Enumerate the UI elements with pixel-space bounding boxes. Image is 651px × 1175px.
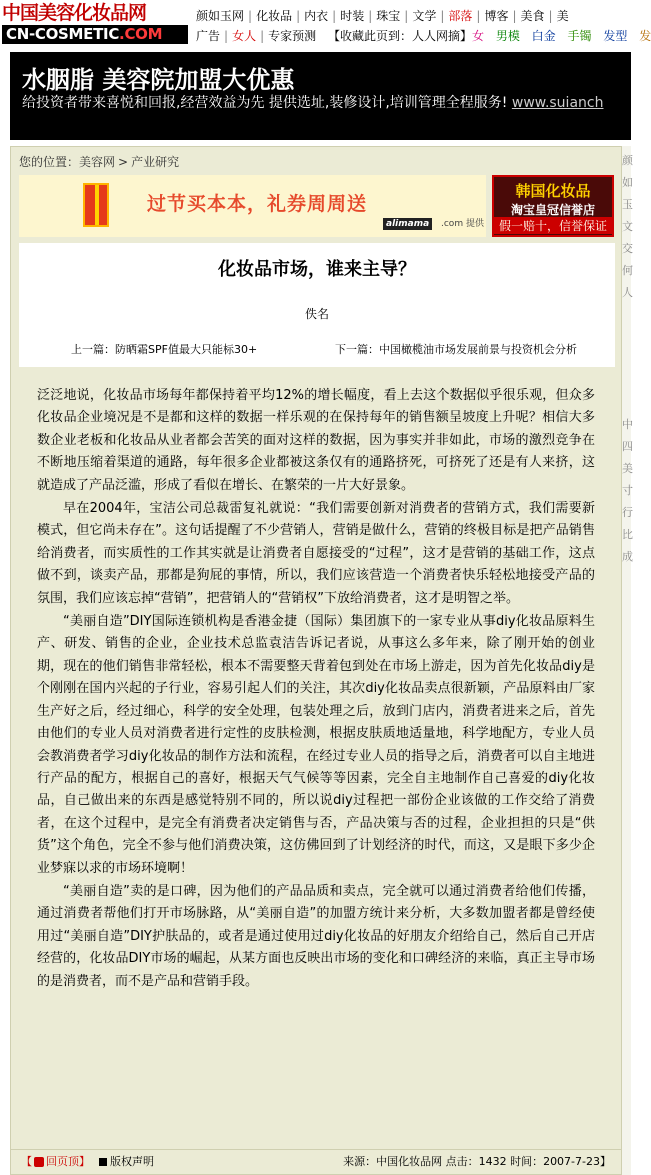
nav-link[interactable]: 专家预测 — [268, 29, 317, 43]
article-paragraph: “美丽自造”卖的是口碑，因为他们的产品品质和卖点，完全就可以通过消费者给他们传播，通过消费者帮他们打开市场脉路，从“美丽自造”的加盟方统计来分析，大多数加盟者都是曾经使用过“美丽自造”DIY护肤品的，或者是通过使用过diy化妆品的好朋友介绍给自己，然后自己开店经营的，化妆品DIY市场的崛起，从某方面也反映出市场的变化和口碑经济的来临，真正主导市场的是消费者，而不是产品和营销手段。 — [37, 883, 595, 989]
gift-icon — [83, 183, 109, 227]
article-meta: 来源：中国化妆品网 点击：1432 时间：2007-7-23】 — [343, 1155, 611, 1168]
nav-link-blue[interactable]: 发型 — [603, 29, 628, 43]
article-frame — [10, 146, 622, 1175]
nav-link-hot[interactable]: 部落 — [448, 9, 473, 23]
right-sidebar-char: 人 — [622, 286, 633, 299]
right-sidebar-char: 美 — [622, 462, 633, 475]
breadcrumb-home[interactable]: 美容网 — [79, 155, 116, 169]
breadcrumb — [19, 153, 179, 170]
banner-title: 水胭脂 美容院加盟大优惠 — [22, 65, 295, 94]
arrow-up-icon — [34, 1157, 44, 1167]
right-sidebar-char: 何 — [622, 264, 633, 277]
nav-link[interactable]: 发 — [639, 29, 651, 43]
nav-link-blue[interactable]: 白金 — [531, 29, 556, 43]
copyright-link[interactable] — [99, 1150, 154, 1174]
article-paragraph: 早在2004年，宝洁公司总裁雷复礼就说：“我们需要创新对消费者的营销方式，我们需要新模式，但它尚未存在”。这句话提醒了不少营销人，营销是做什么，营销的终极目标是把产品销售给消费者，而实质性的工作其实就是让消费者自愿接受的“过程”，这才是营销的基础工作，这点做不到，谈卖产品，那都是狗屁的事情，所以，我们应该营造一个消费者快乐轻松地接受产品的氛围，我们应该忘掉“营销”，把营销人的“营销权”下放给消费者，这才是明智之举。 — [37, 501, 595, 606]
right-sidebar-char: 比 — [622, 528, 633, 541]
right-sidebar-char: 四 — [622, 440, 633, 453]
nav-link-pink[interactable]: 女 — [471, 29, 484, 43]
copyright-label[interactable]: 版权声明 — [110, 1155, 154, 1168]
article-title: 化妆品市场，谁来主导？ — [218, 259, 416, 280]
right-sidebar-clipped — [622, 146, 631, 1175]
nav-link[interactable]: 美食 — [520, 9, 545, 23]
advert-right-line3: 假一赔十，信誉保证 — [494, 217, 612, 234]
nav-link[interactable]: 博客 — [484, 9, 509, 23]
banner-subtitle-text: 给投资者带来喜悦和回报,经营效益为先 提供选址,装修设计,培训管理全程服务! — [22, 95, 512, 111]
right-sidebar-char: 交 — [622, 242, 633, 255]
right-sidebar-char: 成 — [622, 550, 633, 563]
nav-link[interactable]: 颜如玉网 — [196, 9, 245, 23]
nav-link[interactable]: 美 — [556, 9, 569, 23]
right-sidebar-char: 中 — [622, 418, 633, 431]
advert-text: 过节买本本，礼券周周送 — [147, 193, 368, 215]
breadcrumb-label: 您的位置： — [19, 155, 80, 169]
nav-link-hot[interactable]: 女人 — [232, 29, 257, 43]
next-article-link[interactable]: 下一篇：中国橄榄油市场发展前景与投资机会分析 — [335, 343, 577, 356]
advert-brand-logo: alimama — [383, 218, 432, 230]
article-footer — [11, 1149, 621, 1173]
advert-banner-right[interactable] — [492, 175, 614, 237]
nav-link[interactable]: 广告 — [196, 29, 221, 43]
advert-banner-left[interactable] — [19, 175, 486, 237]
article-body — [37, 385, 595, 994]
advert-brand-suffix: .com 提供 — [441, 219, 484, 229]
banner-subtitle — [22, 92, 631, 112]
logo-tld: .COM — [119, 25, 163, 43]
article-paragraph: 泛泛地说，化妆品市场每年都保持着平均12%的增长幅度，看上去这个数据似乎很乐观，但众多化妆品企业境况是不是都和这样的数据一样乐观的在保持每年的销售额呈坡度上升呢？相信大多数企业老板和化妆品从业者都会苦笑的面对这样的数据，因为事实并非如此，市场的激烈竞争在不断地压缩着渠道的通路，每年很多企业都被这条仅有的通路挤死，可挤死了还是有人来挤，这就造成了产品泛滥，形成了看似在增长、在繁荣的一片大好景象。 — [37, 388, 595, 493]
article-header — [19, 243, 615, 367]
site-logo[interactable] — [2, 2, 192, 46]
right-sidebar-char: 文 — [622, 220, 633, 233]
site-header — [0, 0, 651, 48]
bookmark-link[interactable]: 【收藏此页到：人人网摘】 — [327, 29, 472, 43]
right-sidebar-char: 玉 — [622, 198, 633, 211]
right-sidebar-char: 寸 — [622, 484, 633, 497]
back-to-top-label[interactable]: 回页顶 — [46, 1155, 79, 1168]
advert-right-line2: 淘宝皇冠信誉店 — [510, 203, 595, 217]
previous-article-link[interactable]: 上一篇：防晒霜SPF值最大只能标30+ — [71, 343, 258, 356]
top-navigation — [196, 6, 651, 46]
logo-english-text — [2, 25, 188, 44]
article-paragraph: “美丽自造”DIY国际连锁机构是香港金捷（国际）集团旗下的一家专业从事diy化妆品原料生产、研发、销售的企业，企业技术总监袁洁告诉记者说，从事这么多年来，除了刚开始的创业期，现在的他们销售非常轻松，根本不需要整天背着包到处在市场上游走，因为首先化妆品diy是个刚刚在国内兴起的子行业，容易引起人们的关注，其次diy化妆品卖点很新颖，产品原料由厂家生产好之后，经过细心，科学的安全处理，包装处理之后，放到门店内，消费者进来之后，首先由他们的专业人员对消费者进行定性的皮肤检测，根据皮肤质地适量地，科学地配方，专业人员会教消费者学习diy化妆品的制作方法和流程，在经过专业人员的指导之后，消费者可以自主地进行产品的配方，根据自己的喜好，根据天气气候等等因素，完全自主地制作自己喜爱的diy化妆品，自己做出来的东西是感觉特别不同的，所以说diy过程把一部份企业该做的工作交给了消费者，在这个过程中，是完全有消费者决定销售与否，产品决策与否的过程，企业担担的只是“供货”这个角色，完全不参与他们消费决策，这仿佛回到了计划经济的时代，而这，又是眼下多少企业梦寐以求的市场环境啊！ — [37, 614, 595, 876]
nav-link[interactable]: 珠宝 — [376, 9, 401, 23]
advert-right-line1: 韩国化妆品 — [515, 182, 591, 200]
nav-link[interactable]: 文学 — [412, 9, 437, 23]
nav-row-2: 广告 | 女人 | 专家预测 【收藏此页到：人人网摘】女 男模 白金 手镯 发型 发 — [196, 29, 651, 43]
back-to-top[interactable]: 【 回页顶】 — [21, 1155, 90, 1168]
nav-link[interactable]: 化妆品 — [256, 9, 293, 23]
square-bullet-icon — [99, 1158, 107, 1166]
nav-row-1: 颜如玉网 | 化妆品 | 内衣 | 时装 | 珠宝 | 文学 | 部落 | 博客 | 美食 | 美 — [196, 9, 569, 23]
right-sidebar-char: 行 — [622, 506, 633, 519]
nav-link-green[interactable]: 男模 — [495, 29, 520, 43]
nav-link[interactable]: 时装 — [340, 9, 365, 23]
promo-banner[interactable] — [10, 52, 631, 140]
banner-url[interactable]: www.suianch — [511, 95, 604, 111]
article-author: 佚名 — [304, 307, 329, 321]
nav-link-green[interactable]: 手镯 — [567, 29, 592, 43]
breadcrumb-arrow: > — [118, 155, 129, 169]
right-sidebar-char: 如 — [622, 176, 633, 189]
breadcrumb-section[interactable]: 产业研究 — [131, 155, 180, 169]
logo-domain: CN-COSMETIC — [6, 25, 120, 43]
right-sidebar-char: 颜 — [622, 154, 633, 167]
nav-link[interactable]: 内衣 — [304, 9, 329, 23]
logo-chinese-text: 中国美容化妆品网 — [2, 2, 147, 24]
